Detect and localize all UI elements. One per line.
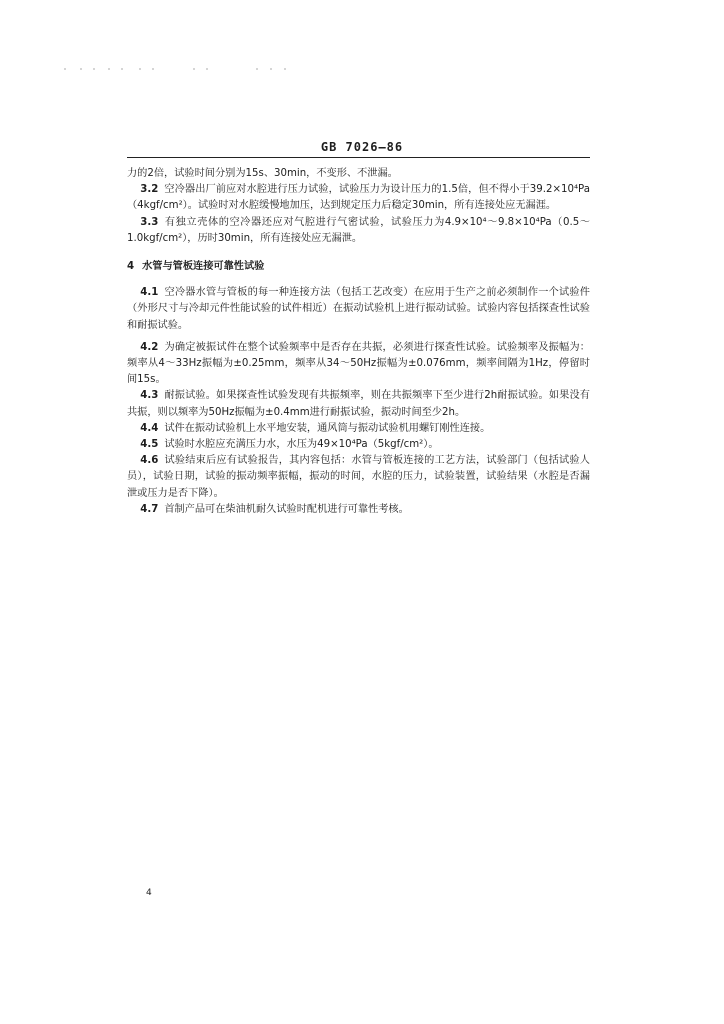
section-heading — [127, 259, 590, 275]
paragraph-3-2 — [127, 182, 590, 214]
clause-number: 4.3 — [140, 390, 159, 402]
clause-number: 4.6 — [140, 455, 159, 467]
paragraph-continuation — [127, 166, 590, 182]
paragraph-text: 空冷器水管与管板的每一种连接方法（包括工艺改变）在应用于生产之前必须制作一个试验件（外形尺寸与冷却元件性能试验的试件相近）在振动试验机上进行振动试验。试验内容包括探查性试验和耐振试验。 — [127, 287, 590, 331]
paragraph-text: 力的2倍，试验时间分别为15s、30min，不变形、不泄漏。 — [127, 168, 398, 179]
paragraph-text: 有独立壳体的空冷器还应对气腔进行气密试验，试验压力为4.9×10⁴～9.8×10⁴Pa（0.5～1.0kgf/cm²），历时30min，所有连接处应无漏泄。 — [127, 216, 590, 244]
paragraph-4-4 — [127, 421, 590, 437]
paragraph-text: 空冷器出厂前应对水腔进行压力试验，试验压力为设计压力的1.5倍，但不得小于39.2×10⁴Pa（4kgf/cm²）。试验时对水腔缓慢地加压，达到规定压力后稳定30min，所有连接处应无漏涯。 — [127, 184, 590, 212]
paragraph-4-7 — [127, 502, 590, 518]
paragraph-3-3 — [127, 215, 590, 247]
paragraph-text: 试件在振动试验机上水平地安装，通风筒与振动试验机用螺钉刚性连接。 — [164, 422, 491, 434]
body-text — [127, 166, 590, 518]
scan-noise — [60, 68, 290, 78]
paragraph-4-6 — [127, 453, 590, 502]
paragraph-text: 首制产品可在柴油机耐久试验时配机进行可靠性考核。 — [164, 503, 409, 515]
clause-number: 3.3 — [140, 216, 159, 228]
paragraph-4-5 — [127, 437, 590, 453]
clause-number: 4.1 — [140, 287, 159, 299]
paragraph-4-3 — [127, 388, 590, 420]
clause-number: 4.7 — [140, 503, 159, 515]
section-title: 水管与管板连接可靠性试验 — [142, 261, 265, 273]
paragraph-text: 试验时水腔应充满压力水，水压为49×10⁴Pa（5kgf/cm²）。 — [164, 439, 439, 451]
clause-number: 4.5 — [140, 439, 159, 451]
standard-code: GB 7026—86 — [320, 140, 404, 154]
clause-number: 4.4 — [140, 422, 159, 434]
paragraph-4-1 — [127, 285, 590, 334]
paragraph-text: 耐振试验。如果探查性试验发现有共振频率，则在共振频率下至少进行2h耐振试验。如果没有共振，则以频率为50Hz振幅为±0.4mm进行耐振试验，振动时间至少2h。 — [127, 390, 590, 418]
paragraph-text: 为确定被振试件在整个试验频率中是否存在共振，必须进行探查性试验。试验频率及振幅为：频率从4～33Hz振幅为±0.25mm，频率从34～50Hz振幅为±0.076mm，频率间隔为1Hz，停留时间15s。 — [127, 341, 590, 386]
paragraph-4-2 — [127, 340, 590, 389]
paragraph-text: 试验结束后应有试验报告，其内容包括：水管与管板连接的工艺方法，试验部门（包括试验人员），试验日期，试验的振动频率振幅，振动的时间，水腔的压力，试验装置，试验结果（水腔是否漏泄或压力是否下降）。 — [127, 455, 590, 499]
page-number: 4 — [146, 888, 152, 898]
clause-number: 4.2 — [140, 341, 159, 353]
section-number: 4 — [127, 261, 135, 273]
header-rule — [127, 157, 590, 158]
clause-number: 3.2 — [140, 184, 159, 196]
